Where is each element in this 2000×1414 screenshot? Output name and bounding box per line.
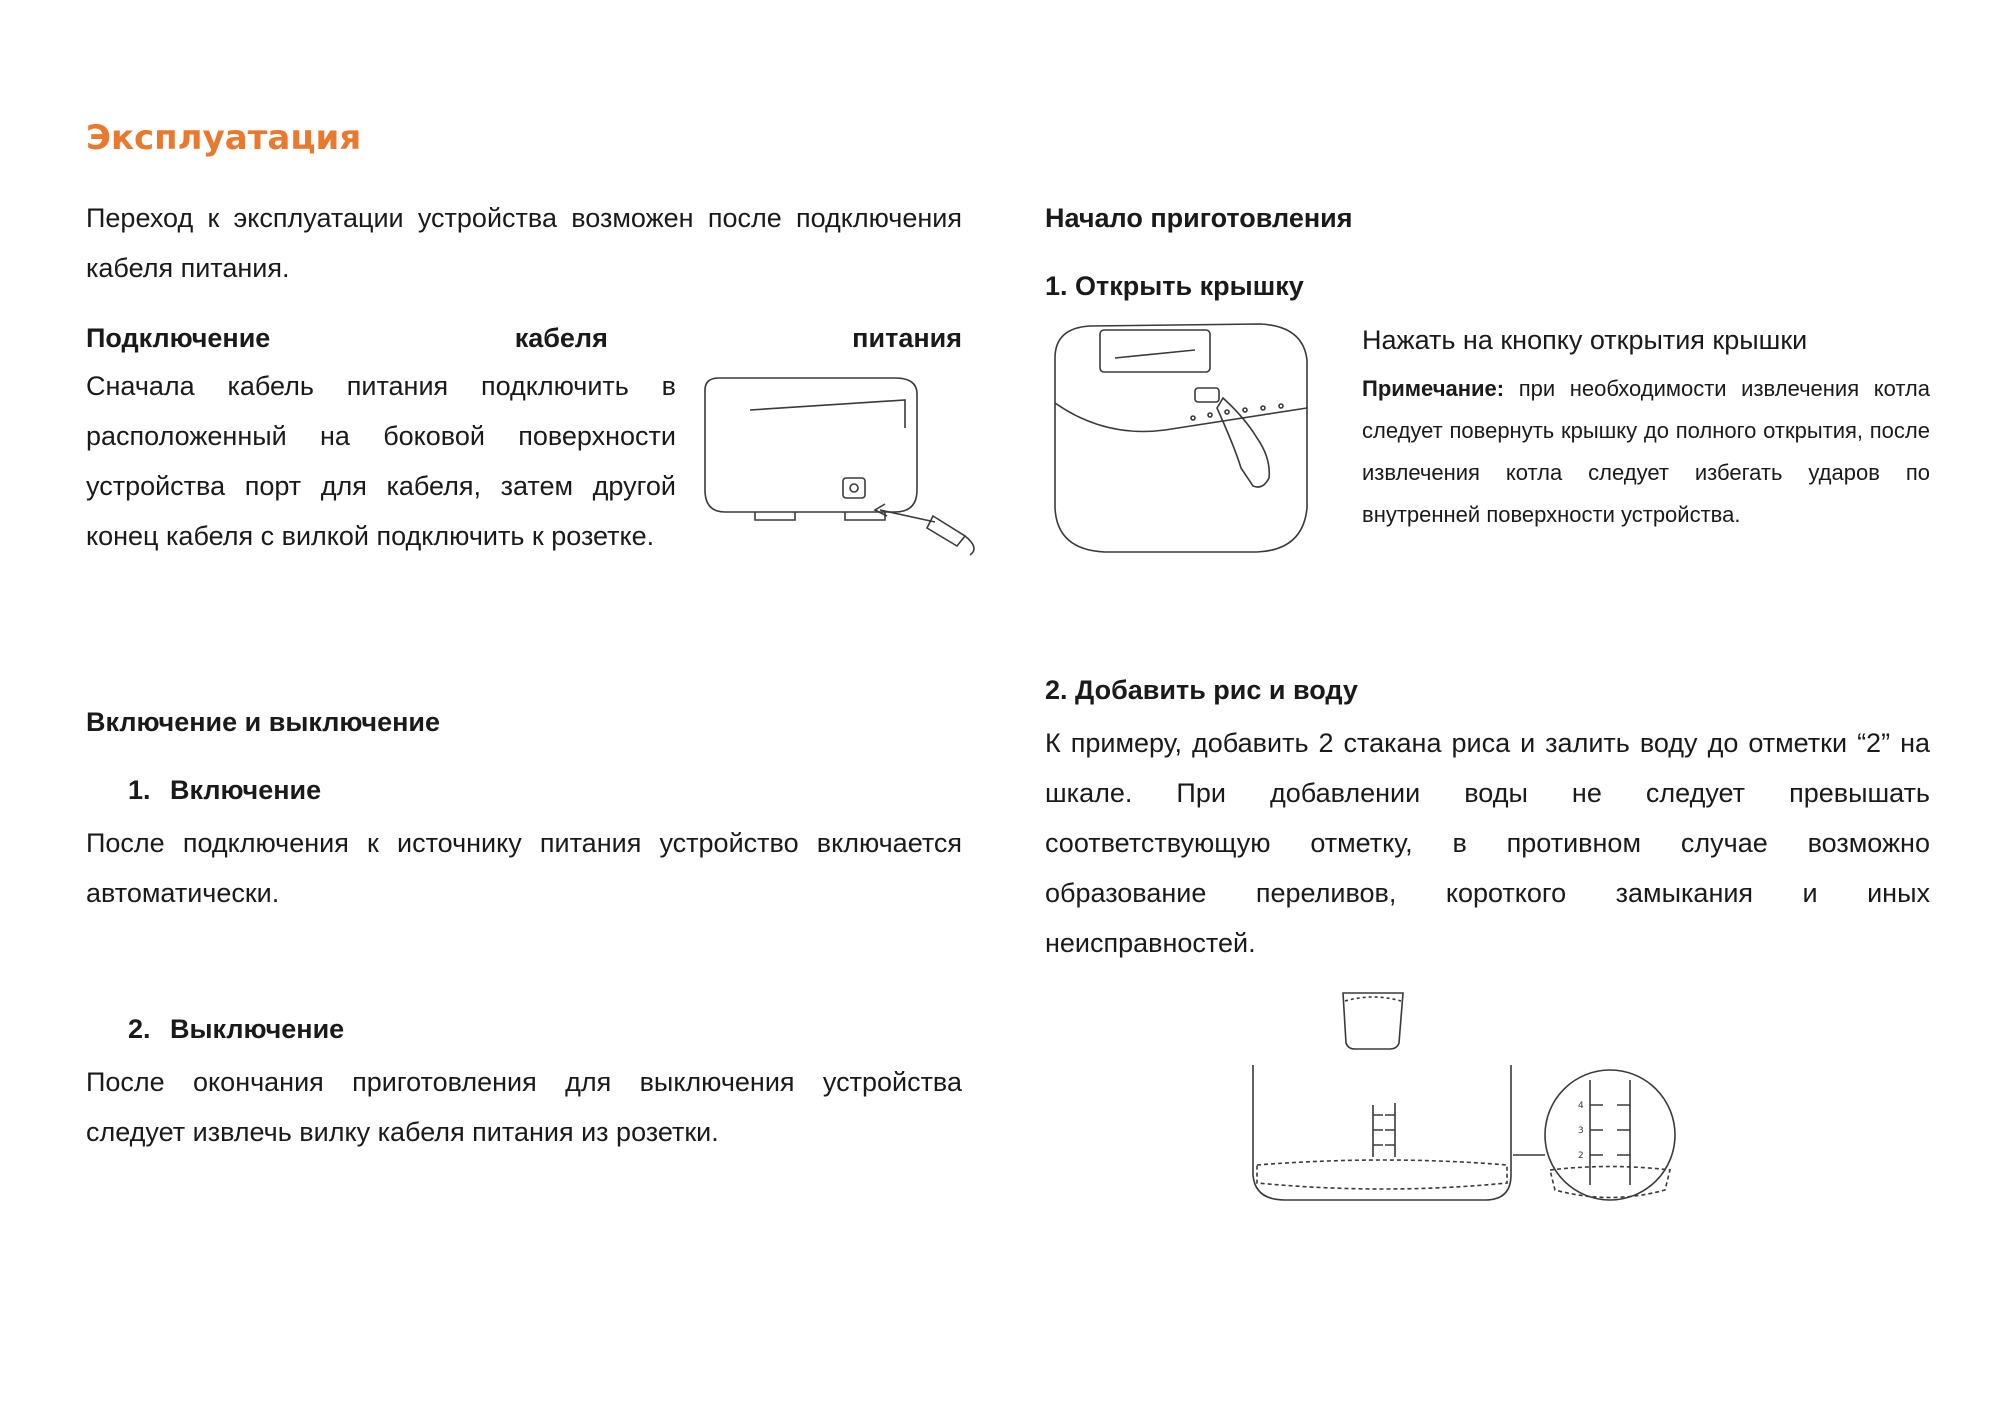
step1-title: 1. Открыть крышку	[1045, 271, 1304, 301]
rice-in-cup	[1345, 997, 1401, 1001]
inner-pot-outline	[1253, 1065, 1511, 1200]
cooker-lid-outline	[705, 378, 917, 394]
zoom-rice-layer	[1550, 1167, 1670, 1198]
open-lid-illustration	[1045, 318, 1315, 563]
pot-scale-ticks	[1373, 1115, 1395, 1145]
zoom-scale-lines	[1590, 1080, 1630, 1185]
scale-mark-4: 4	[1578, 1101, 1584, 1111]
scale-mark-2: 2	[1578, 1151, 1584, 1161]
page-title: Эксплуатация	[86, 118, 362, 158]
cable-port-icon	[843, 478, 865, 498]
lid-window	[1100, 330, 1210, 372]
cable-wire	[965, 536, 974, 555]
cooker-body-outline	[1055, 358, 1307, 552]
power-off-paragraph: После окончания приготовления для выключения устройства следует извлечь вилку кабеля питания из розетки.	[86, 1067, 962, 1147]
power-off-subheading	[128, 1009, 344, 1049]
rice-water-illustration	[1245, 985, 1715, 1215]
port-socket-icon	[850, 484, 858, 492]
zoom-scale-ticks	[1590, 1105, 1630, 1155]
cooker-feet	[755, 512, 885, 520]
power-on-number: 1.	[128, 775, 151, 805]
step1-note	[1362, 368, 1930, 536]
step2-paragraph: К примеру, добавить 2 стакана риса и залить воду до отметки “2” на шкале. При добавлении воды не следует превышать соответствующую отметку, в противном случае возможно образование переливов, короткого замыкания и иных неисправностей.	[1045, 728, 1930, 958]
cable-heading: Подключение кабеля питания	[86, 323, 962, 353]
lid-window-line	[1115, 350, 1195, 358]
cooking-heading: Начало приготовления	[1045, 203, 1353, 233]
cable-connection-illustration	[695, 370, 985, 560]
lid-open-button-icon	[1195, 388, 1219, 402]
power-off-title: Выключение	[170, 1014, 345, 1044]
cable-paragraph: Сначала кабель питания подключить в расположенный на боковой поверхности устройства порт для кабеля, затем другой конец кабеля с вилкой подключить к розетке.	[86, 371, 676, 551]
plug-icon	[927, 516, 965, 546]
step1-instruction: Нажать на кнопку открытия крышки	[1362, 325, 1808, 355]
power-heading: Включение и выключение	[86, 707, 441, 737]
step2-title: 2. Добавить рис и воду	[1045, 675, 1358, 705]
power-off-number: 2.	[128, 1014, 151, 1044]
power-on-title: Включение	[170, 775, 322, 805]
note-label: Примечание:	[1362, 376, 1505, 401]
power-on-paragraph: После подключения к источнику питания устройство включается автоматически.	[86, 828, 962, 908]
power-on-subheading	[128, 770, 321, 810]
cooker-body-outline	[705, 390, 917, 512]
rice-layer	[1257, 1160, 1507, 1189]
intro-paragraph: Переход к эксплуатации устройства возможен после подключения кабеля питания.	[86, 203, 962, 283]
note-text: при необходимости извлечения котла следует повернуть крышку до полного открытия, после извлечения котла следует избегать ударов по внутренней поверхности устройства.	[1362, 376, 1930, 527]
insert-arrow-line	[880, 510, 935, 522]
scale-mark-3: 3	[1578, 1126, 1584, 1136]
lid-seam-line	[1055, 403, 1307, 431]
zoom-circle	[1545, 1070, 1675, 1200]
lid-edge-line	[750, 400, 905, 428]
rice-cup-icon	[1343, 993, 1403, 1049]
